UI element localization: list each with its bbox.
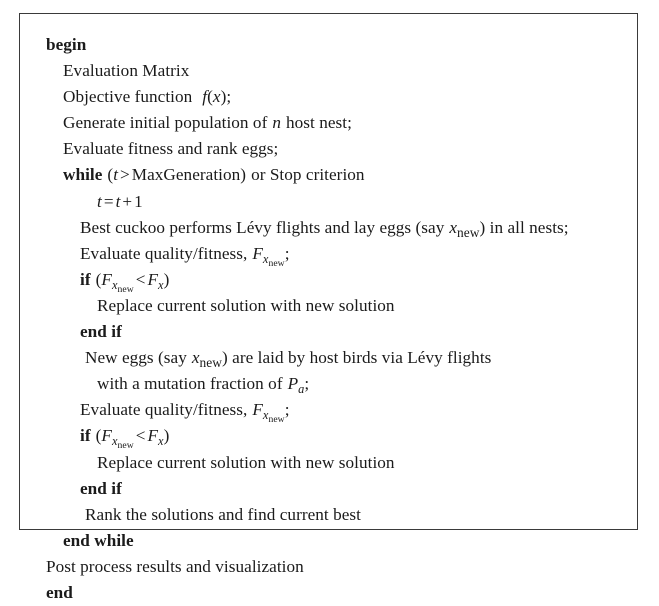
math-F-x-new-cond-1 (101, 267, 133, 293)
keyword-begin: begin (46, 35, 87, 54)
subscript-new: new (457, 224, 480, 240)
math-F-x-new-2 (252, 397, 285, 426)
semicolon-mutation: ; (304, 374, 310, 394)
math-var-F-x-base-2: F (147, 426, 159, 446)
while-paren-close: ) (240, 165, 247, 185)
text-evaluate-quality-1: Evaluate quality/fitness, (80, 243, 248, 263)
keyword-while: while (63, 165, 103, 185)
subscript-x-base-2: x (262, 408, 269, 423)
code-line-mutation-fraction (20, 371, 637, 397)
semicolon-2: ; (284, 400, 290, 420)
subscript-x-2 (262, 408, 285, 426)
math-var-x-base-2: x (191, 348, 200, 368)
text-or-stop-criterion: or Stop criterion (251, 165, 365, 185)
operator-less-than-1: < (135, 269, 146, 289)
subscript-x-plain-1: x (158, 277, 164, 292)
subscript-x-plain-2: x (158, 434, 164, 449)
subscript-a: a (298, 382, 305, 397)
subscript-x-base-cond-1: x (111, 277, 118, 292)
code-line-end (20, 580, 637, 606)
math-var-t-lhs: t (97, 191, 102, 211)
text-evaluation-matrix: Evaluation Matrix (63, 61, 190, 81)
subscript-x-cond-1 (111, 277, 134, 295)
if-paren-open-2: ( (95, 426, 102, 446)
code-line-end-if-2 (20, 476, 637, 502)
code-line-rank-solutions (20, 502, 637, 528)
keyword-if-1: if (80, 269, 91, 289)
code-line-new-eggs (20, 345, 637, 371)
pseudocode-list (20, 14, 637, 606)
math-var-t: t (113, 165, 119, 185)
text-maxgeneration: MaxGeneration (131, 165, 241, 185)
keyword-end: end (46, 582, 73, 602)
text-evaluate-quality-2: Evaluate quality/fitness, (80, 400, 248, 420)
math-var-F-base-2: F (252, 400, 263, 420)
code-line-end-if-1 (20, 319, 637, 345)
subscript-new-2: new (199, 355, 223, 371)
subscript-new-cond-1: new (117, 283, 134, 295)
while-paren-open: ( (107, 165, 114, 185)
paren-open: ( (207, 87, 213, 107)
code-line-while (20, 162, 637, 188)
keyword-end-while: end while (63, 530, 134, 550)
subscript-x (262, 251, 285, 269)
subscript-x-base-cond-2: x (111, 434, 118, 449)
code-line-post-process (20, 554, 637, 580)
math-F-x-2 (147, 423, 163, 449)
operator-less-than-2: < (135, 426, 146, 446)
subscript-new-cond-2: new (117, 440, 134, 452)
math-F-x-new-cond-2 (101, 423, 134, 452)
keyword-end-if-2: end if (80, 478, 122, 498)
text-best-cuckoo-pre: Best cuckoo performs Lévy flights and lay eggs (say (80, 217, 445, 237)
code-line-evaluate-fitness-rank (20, 136, 637, 162)
math-var-F-base: F (252, 243, 263, 263)
math-var-n: n (272, 113, 281, 133)
keyword-end-if-1: end if (80, 322, 122, 342)
text-post-process: Post process results and visualization (46, 556, 304, 576)
text-generate-pop-pre: Generate initial population of (63, 113, 268, 133)
operator-plus: + (122, 191, 133, 211)
text-replace-solution-2: Replace current solution with new solution (97, 452, 395, 472)
text-objective-function: Objective function (63, 87, 193, 107)
math-F-x-new-1 (252, 241, 284, 267)
code-line-increment-t (20, 189, 637, 215)
math-x-new-1 (449, 215, 479, 241)
math-var-F-base-cond-1: F (101, 269, 112, 289)
if-paren-close-1: ) (163, 269, 170, 289)
code-line-if-2 (20, 423, 637, 452)
code-line-evaluate-quality-1 (20, 241, 637, 267)
math-var-t-rhs: t (115, 191, 121, 211)
text-new-eggs-post: ) are laid by host birds via Lévy flights (222, 348, 492, 368)
text-best-cuckoo-post: ) in all nests; (479, 217, 569, 237)
text-generate-pop-post: host nest; (286, 113, 352, 133)
paren-close-semicolon: ); (220, 87, 232, 107)
subscript-new-nested: new (268, 257, 285, 269)
math-var-x-base: x (449, 217, 458, 237)
code-line-evaluation-matrix (20, 58, 637, 84)
code-line-replace-solution-1 (20, 293, 637, 319)
number-one: 1 (134, 191, 143, 211)
operator-greater-than: > (120, 165, 130, 185)
text-mutation-pre: with a mutation fraction of (97, 374, 283, 394)
math-var-F-base-cond-2: F (101, 426, 112, 446)
math-var-F-x-base-1: F (147, 269, 159, 289)
math-var-x: x (212, 87, 221, 107)
subscript-x-base: x (262, 251, 269, 266)
math-x-new-2 (192, 345, 222, 371)
if-paren-open-1: ( (95, 269, 102, 289)
code-line-generate-population (20, 110, 637, 136)
subscript-x-cond-2 (111, 434, 134, 452)
subscript-new-nested-2: new (268, 414, 285, 426)
text-new-eggs-pre: New eggs (say (85, 348, 187, 368)
semicolon-1: ; (284, 243, 290, 263)
code-line-begin (20, 32, 637, 58)
if-paren-close-2: ) (163, 426, 170, 446)
math-F-x-1 (147, 267, 163, 293)
keyword-if-2: if (80, 426, 91, 446)
text-evaluate-fitness-rank: Evaluate fitness and rank eggs; (63, 139, 279, 159)
operator-equals: = (103, 191, 114, 211)
math-var-P-base: P (287, 374, 299, 394)
text-rank-solutions: Rank the solutions and find current best (85, 504, 361, 524)
code-line-best-cuckoo (20, 215, 637, 241)
code-line-if-1 (20, 267, 637, 293)
code-line-replace-solution-2 (20, 450, 637, 476)
code-line-end-while (20, 528, 637, 554)
math-P-a (288, 371, 305, 397)
text-replace-solution-1: Replace current solution with new solution (97, 295, 395, 315)
code-line-objective-function (20, 84, 637, 110)
code-line-evaluate-quality-2 (20, 397, 637, 426)
algorithm-box (19, 13, 638, 602)
math-var-f: f (202, 87, 208, 107)
